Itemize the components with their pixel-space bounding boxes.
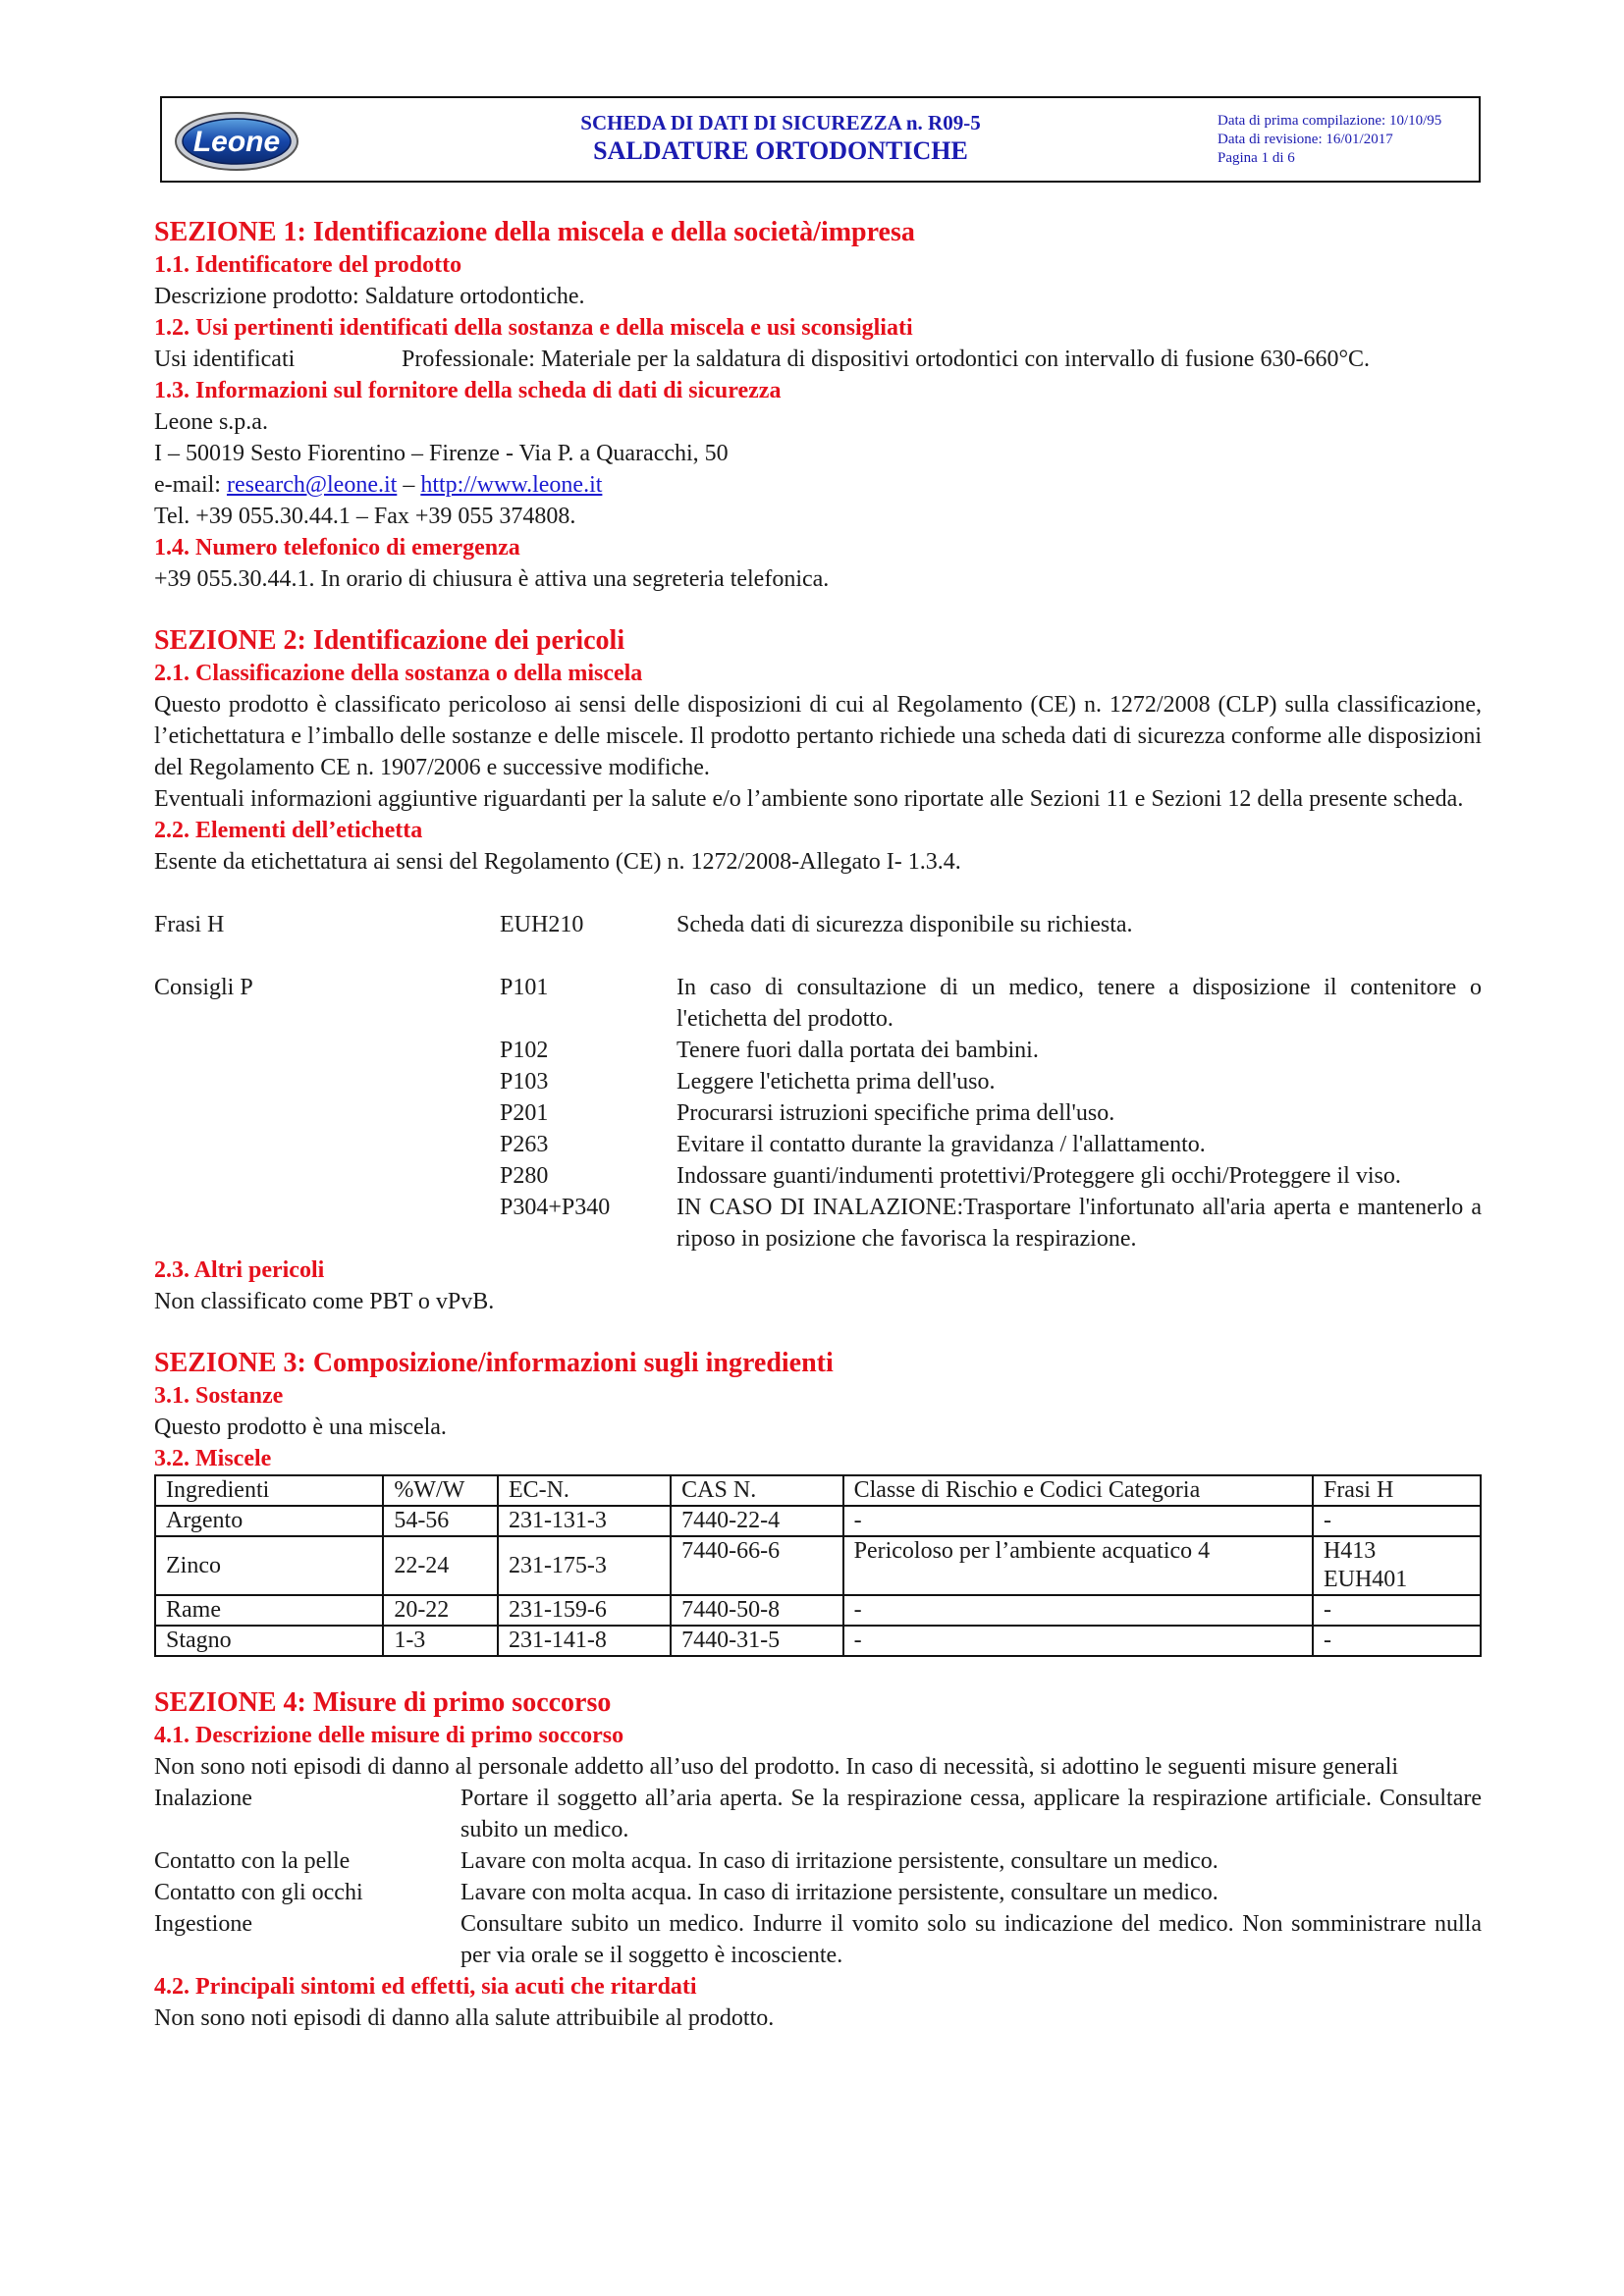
section-3-title: SEZIONE 3: Composizione/informazioni sugli ingredienti xyxy=(154,1348,834,1378)
h-phrase: H413 xyxy=(1323,1538,1377,1564)
table-row xyxy=(155,1536,1481,1595)
p-statement-row xyxy=(154,1066,1482,1097)
email-prefix: e-mail: xyxy=(154,472,227,498)
p-statement-text: Evitare il contatto durante la gravidanza / l'allattamento. xyxy=(677,1132,1206,1157)
h-phrases-label: Frasi H xyxy=(154,912,225,937)
p-statement-text: In caso di consultazione di un medico, tenere a disposizione il contenitore o l'etichetta del prodotto. xyxy=(677,975,1482,1032)
ingredient-h-phrases xyxy=(1313,1536,1481,1595)
p-statement-text: Indossare guanti/indumenti protettivi/Proteggere gli occhi/Proteggere il viso. xyxy=(677,1163,1401,1189)
ingredient-ec: 231-159-6 xyxy=(498,1595,671,1626)
table-header-row xyxy=(155,1475,1481,1506)
first-aid-text: Lavare con molta acqua. In caso di irritazione persistente, consultare un medico. xyxy=(460,1880,1218,1905)
section-2-title: SEZIONE 2: Identificazione dei pericoli xyxy=(154,625,625,656)
p-statement-code: P280 xyxy=(500,1163,549,1189)
phone-fax: Tel. +39 055.30.44.1 – Fax +39 055 374808. xyxy=(154,504,576,529)
ingredient-class: Pericoloso per l’ambiente acquatico 4 xyxy=(843,1536,1313,1595)
emergency-text: +39 055.30.44.1. In orario di chiusura è attiva una segreteria telefonica. xyxy=(154,566,830,592)
section-3-1-heading: 3.1. Sostanze xyxy=(154,1383,284,1409)
ingredient-percent: 20-22 xyxy=(383,1595,498,1626)
ingredient-class: - xyxy=(843,1595,1313,1626)
first-aid-label: Ingestione xyxy=(154,1911,252,1937)
uses-text: Professionale: Materiale per la saldatura di dispositivi ortodontici con intervallo di fusione 630-660°C. xyxy=(402,347,1371,372)
section-1-title: SEZIONE 1: Identificazione della miscela e della società/impresa xyxy=(154,217,915,247)
column-header: Classe di Rischio e Codici Categoria xyxy=(843,1475,1313,1506)
section-4-1-heading: 4.1. Descrizione delle misure di primo soccorso xyxy=(154,1723,624,1748)
p-statement-code: P102 xyxy=(500,1038,549,1063)
p-statement-code: P103 xyxy=(500,1069,549,1095)
email-link[interactable]: research@leone.it xyxy=(226,472,398,498)
product-name: SALDATURE ORTODONTICHE xyxy=(593,136,968,165)
section-1-1-text: Descrizione prodotto: Saldature ortodontiche. xyxy=(154,284,585,309)
contact-line xyxy=(154,469,1482,501)
column-header: %W/W xyxy=(383,1475,498,1506)
first-aid-text: Consultare subito un medico. Indurre il vomito solo su indicazione del medico. Non somministrare nulla per via orale se il soggetto è incosciente. xyxy=(460,1911,1482,1968)
company-address: I – 50019 Sesto Fiorentino – Firenze - Via P. a Quaracchi, 50 xyxy=(154,441,729,466)
section-4-title: SEZIONE 4: Misure di primo soccorso xyxy=(154,1687,612,1718)
svg-text:Leone: Leone xyxy=(192,126,281,158)
section-1-4-heading: 1.4. Numero telefonico di emergenza xyxy=(154,535,520,561)
p-statement-row xyxy=(154,972,1482,1035)
ingredient-cas: 7440-22-4 xyxy=(671,1506,842,1536)
ingredient-h-phrases: - xyxy=(1313,1595,1481,1626)
page-number: Pagina 1 di 6 xyxy=(1218,150,1295,166)
ingredient-cas: 7440-66-6 xyxy=(671,1536,842,1595)
section-2-2-heading: 2.2. Elementi dell’etichetta xyxy=(154,818,423,843)
section-1-1-heading: 1.1. Identificatore del prodotto xyxy=(154,252,462,278)
ingredient-class: - xyxy=(843,1626,1313,1656)
first-aid-label: Contatto con gli occhi xyxy=(154,1880,363,1905)
ingredient-percent: 1-3 xyxy=(383,1626,498,1656)
p-statement-row xyxy=(154,1192,1482,1255)
p-statements-label: Consigli P xyxy=(154,975,253,1000)
p-statement-row xyxy=(154,1160,1482,1192)
company-name: Leone s.p.a. xyxy=(154,409,268,435)
section-2-1-heading: 2.1. Classificazione della sostanza o della miscela xyxy=(154,661,643,686)
uses-row xyxy=(154,344,1482,375)
column-header: CAS N. xyxy=(671,1475,842,1506)
p-statement-text: Tenere fuori dalla portata dei bambini. xyxy=(677,1038,1039,1063)
ingredient-cas: 7440-50-8 xyxy=(671,1595,842,1626)
ingredient-name: Zinco xyxy=(155,1536,383,1595)
ingredient-cas: 7440-31-5 xyxy=(671,1626,842,1656)
first-aid-row xyxy=(154,1877,1482,1908)
first-aid-text: Portare il soggetto all’aria aperta. Se la respirazione cessa, applicare la respirazione artificiale. Consultare subito un medico. xyxy=(460,1786,1482,1842)
h-phrase: EUH401 xyxy=(1323,1567,1408,1592)
ingredient-percent: 54-56 xyxy=(383,1506,498,1536)
uses-label: Usi identificati xyxy=(154,347,296,372)
ingredient-ec: 231-175-3 xyxy=(498,1536,671,1595)
revision-date: Data di revisione: 16/01/2017 xyxy=(1218,132,1393,147)
substances-text: Questo prodotto è una miscela. xyxy=(154,1415,447,1440)
section-2-3-heading: 2.3. Altri pericoli xyxy=(154,1257,325,1283)
p-statement-code: P304+P340 xyxy=(500,1195,611,1220)
ingredient-name: Rame xyxy=(155,1595,383,1626)
ingredients-table xyxy=(154,1474,1482,1657)
ingredient-ec: 231-141-8 xyxy=(498,1626,671,1656)
first-aid-row xyxy=(154,1908,1482,1971)
h-phrases-row xyxy=(154,909,1482,940)
ingredient-name: Argento xyxy=(155,1506,383,1536)
contact-separator: – xyxy=(397,472,421,498)
section-1-3-heading: 1.3. Informazioni sul fornitore della scheda di dati di sicurezza xyxy=(154,378,782,403)
ingredient-ec: 231-131-3 xyxy=(498,1506,671,1536)
ingredient-name: Stagno xyxy=(155,1626,383,1656)
header-dates xyxy=(1218,112,1441,168)
table-row xyxy=(155,1626,1481,1656)
p-statement-row xyxy=(154,1129,1482,1160)
column-header: EC-N. xyxy=(498,1475,671,1506)
column-header: Ingredienti xyxy=(155,1475,383,1506)
website-link[interactable]: http://www.leone.it xyxy=(420,472,603,498)
column-header: Frasi H xyxy=(1313,1475,1481,1506)
label-exemption-text: Esente da etichettatura ai sensi del Regolamento (CE) n. 1272/2008-Allegato I- 1.3.4. xyxy=(154,849,961,875)
ingredient-class: - xyxy=(843,1506,1313,1536)
p-statement-code: P101 xyxy=(500,975,549,1000)
h-phrase-text: Scheda dati di sicurezza disponibile su richiesta. xyxy=(677,912,1133,937)
header-title xyxy=(437,110,1124,167)
first-aid-row xyxy=(154,1845,1482,1877)
p-statement-text: Leggere l'etichetta prima dell'uso. xyxy=(677,1069,996,1095)
sds-number: SCHEDA DI DATI DI SICUREZZA n. R09-5 xyxy=(580,111,981,134)
document-body xyxy=(154,216,1482,2034)
section-1-2-heading: 1.2. Usi pertinenti identificati della sostanza e della miscela e usi sconsigliati xyxy=(154,315,913,341)
p-statement-text: Procurarsi istruzioni specifiche prima dell'uso. xyxy=(677,1100,1115,1126)
other-hazards-text: Non classificato come PBT o vPvB. xyxy=(154,1289,495,1314)
section-4-2-heading: 4.2. Principali sintomi ed effetti, sia acuti che ritardati xyxy=(154,1974,697,2000)
section-3-2-heading: 3.2. Miscele xyxy=(154,1446,272,1471)
table-row xyxy=(155,1506,1481,1536)
p-statement-row xyxy=(154,1097,1482,1129)
table-row xyxy=(155,1595,1481,1626)
first-aid-label: Inalazione xyxy=(154,1786,252,1811)
first-aid-row xyxy=(154,1783,1482,1845)
p-statement-code: P201 xyxy=(500,1100,549,1126)
first-compilation-date: Data di prima compilazione: 10/10/95 xyxy=(1218,113,1442,129)
document-header xyxy=(160,96,1481,183)
first-aid-text: Lavare con molta acqua. In caso di irritazione persistente, consultare un medico. xyxy=(460,1848,1218,1874)
first-aid-intro: Non sono noti episodi di danno al personale addetto all’uso del prodotto. In caso di necessità, si adottino le seguenti misure generali xyxy=(154,1754,1399,1780)
ingredient-h-phrases: - xyxy=(1313,1626,1481,1656)
ingredient-percent: 22-24 xyxy=(383,1536,498,1595)
symptoms-text: Non sono noti episodi di danno alla salute attribuibile al prodotto. xyxy=(154,2005,775,2031)
leone-logo xyxy=(174,110,299,173)
first-aid-label: Contatto con la pelle xyxy=(154,1848,351,1874)
p-statement-row xyxy=(154,1035,1482,1066)
p-statement-code: P263 xyxy=(500,1132,549,1157)
p-statement-text: IN CASO DI INALAZIONE:Trasportare l'infortunato all'aria aperta e mantenerlo a riposo in posizione che favorisca la respirazione. xyxy=(677,1195,1482,1252)
ingredient-h-phrases: - xyxy=(1313,1506,1481,1536)
additional-info-text: Eventuali informazioni aggiuntive riguardanti per la salute e/o l’ambiente sono riportate alle Sezioni 11 e Sezioni 12 della presente scheda. xyxy=(154,786,1464,812)
classification-text: Questo prodotto è classificato pericoloso ai sensi delle disposizioni di cui al Regolamento (CE) n. 1272/2008 (CLP) sulla classificazione, l’etichettatura e l’imballo delle sostanze e delle miscele. Il prodotto pertanto richiede una scheda dati di sicurezza conforme alle disposizioni del Regolamento CE n. 1907/2006 e successive modifiche. xyxy=(154,692,1482,780)
h-phrase-code: EUH210 xyxy=(500,912,584,937)
